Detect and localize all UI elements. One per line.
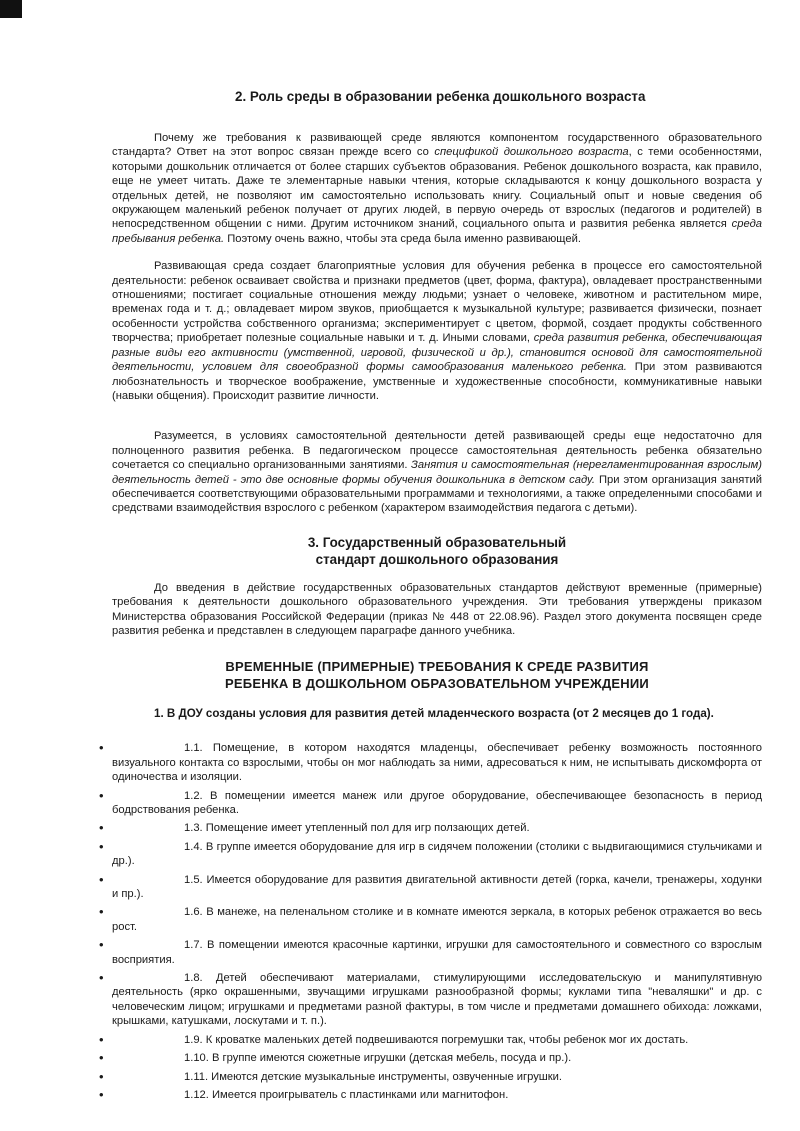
text-run: , с теми особенностями, которыми дошкольник отличается от более старших субъектов образования. Ребенок дошкольного возраста, как правило, еще не умеет читать. Даже те элементарные навыки чтения, которые складываются к концу дошкольного возраста у отдельных детей, не позволяют им самостоятельно использовать книгу. Социальный опыт и новые сведения об окружающем маленький ребенок получает от других людей, в первую очередь от взрослых (педагогов и родителей) в непосредственном общении с ними. Другим источником знаний, социального опыта и развития ребенка является: [112, 146, 762, 231]
text-run: Разумеется, в условиях самостоятельной деятельности детей развивающей среды еще недостаточно для полноценного развития ребенка. В педагогическом процессе самостоятельная деятельность ребенка обязательно сочетается со специально организованными занятиями.: [112, 430, 762, 472]
list-item: [99, 787, 762, 818]
requirements-title-line-2: РЕБЕНКА В ДОШКОЛЬНОМ ОБРАЗОВАТЕЛЬНОМ УЧРЕЖДЕНИИ: [225, 676, 649, 692]
section-2-paragraph-2: [112, 259, 762, 403]
list-item: [99, 904, 762, 934]
bullet-icon: •: [99, 787, 104, 803]
bullet-icon: •: [99, 820, 104, 836]
bullet-icon: •: [99, 970, 104, 986]
list-item-text: 1.6. В манеже, на пеленальном столике и в комнате имеются зеркала, в которых ребенок отражается во весь рост.: [112, 906, 762, 933]
bullet-icon: •: [99, 838, 104, 854]
requirements-title-line-1: ВРЕМЕННЫЕ (ПРИМЕРНЫЕ) ТРЕБОВАНИЯ К СРЕДЕ РАЗВИТИЯ: [225, 659, 649, 675]
list-item: [99, 740, 762, 784]
spacer: [112, 105, 762, 131]
bullet-icon: •: [99, 740, 104, 756]
list-item: [99, 1068, 762, 1084]
section-3-title-line-2: стандарт дошкольного образования: [315, 551, 559, 567]
list-item: [99, 1050, 762, 1066]
text-run: При этом развиваются любознательность и творческое воображение, умственные и художественные способности, коммуникативные навыки (навыки общения). Происходит развитие личности.: [112, 361, 763, 402]
list-item-text: 1.8. Детей обеспечивают материалами, стимулирующими исследовательскую и манипулятивную деятельность (ярко окрашенными, звучащими игрушками разнообразной формы; куклами типа "неваляшки" и др. с человеческим лицом; игрушками и предметами разной фактуры, в том числе и предметами домашнего обихода: ложками, крышками, катушками, лоскутами и т. п.).: [112, 972, 762, 1028]
requirements-list: [99, 740, 762, 1102]
list-item-text: 1.9. К кроватке маленьких детей подвешиваются погремушки так, чтобы ребенок мог их достать.: [184, 1033, 689, 1046]
emphasis-text: среда пребывания ребенка.: [112, 218, 762, 245]
list-item-text: 1.1. Помещение, в котором находятся младенцы, обеспечивает ребенку возможность постоянного визуального контакта со взрослыми, чтобы он мог наблюдать за ними, адресоваться к ним, не испытывать дискомфорта от одиночества и изоляции.: [112, 742, 762, 784]
scan-corner-mark: [0, 0, 22, 18]
text-run: Развивающая среда создает благоприятные условия для обучения ребенка в процессе его самостоятельной деятельности: ребенок осваивает свойства и признаки предметов (цвет, форма, фактура), овладевает пространственными отношениями; постигает социальные отношения между людьми; узнает о человеке, животном и растительном мире, временах года и т. д.; овладевает миром звуков, приобщается к музыкальной культуре; развивается физически, познает особенности устройства собственного организма; экспериментирует с цветом, формой, создает продукты собственного творчества; приобретает полезные социальные навыки и т. д. Иными словами,: [112, 260, 762, 345]
list-item-text: 1.4. В группе имеется оборудование для игр в сидячем положении (столики с выдвигающимися стульчиками и др.).: [112, 840, 762, 868]
list-item-text: 1.7. В помещении имеются красочные картинки, игрушки для самостоятельного и совместного со взрослым восприятия.: [112, 939, 762, 966]
bullet-icon: •: [99, 871, 104, 887]
list-item: [99, 937, 762, 967]
spacer: [112, 246, 762, 259]
list-item-text: 1.5. Имеется оборудование для развития двигательной активности детей (горка, качели, тренажеры, ходунки и пр.).: [112, 873, 762, 901]
bullet-icon: •: [99, 1031, 104, 1047]
list-item-text: 1.12. Имеется проигрыватель с пластинками или магнитофон.: [184, 1088, 509, 1101]
list-item: [99, 1086, 762, 1102]
spacer: [112, 568, 762, 581]
section-3-title-line-1: 3. Государственный образовательный: [307, 534, 567, 550]
section-2-paragraph-3: [112, 429, 762, 515]
list-item: [99, 1031, 762, 1047]
section-3-title: [112, 534, 762, 568]
text-run: При этом организация занятий обеспечивается соответствующими образовательными программами и технологиями, а также определенными способами и средствами взаимодействия взрослого с ребенком (характером взаимодействия педагога с детьми).: [112, 473, 762, 515]
emphasis-text: среда развития ребенка, обеспечивающая разные виды его активности (умственной, игровой, физической и др.), становится основой для самостоятельной деятельности, условием для своеобразной формы самообразования маленького ребенка.: [112, 332, 763, 374]
bullet-icon: •: [99, 1068, 104, 1084]
list-item-text: 1.2. В помещении имеется манеж или другое оборудование, обеспечивающее безопасность в период бодрствования ребенка.: [112, 789, 762, 816]
emphasis-text: Занятия и самостоятельная (нерегламентированная взрослым) деятельность детей - это две основные формы обучения дошкольника в детском саду.: [112, 459, 763, 486]
text-run: Почему же требования к развивающей среде являются компонентом государственного образовательного стандарта? Ответ на этот вопрос связан прежде всего со: [112, 132, 762, 159]
list-item: [99, 970, 762, 1029]
list-item-text: 1.11. Имеются детские музыкальные инструменты, озвученные игрушки.: [184, 1070, 563, 1083]
section-2-paragraph-1: [112, 131, 762, 246]
spacer: [112, 403, 762, 429]
bullet-icon: •: [99, 904, 104, 920]
list-item: [99, 820, 762, 836]
section-2-title: 2. Роль среды в образовании ребенка дошкольного возраста: [235, 89, 646, 104]
bullet-icon: •: [99, 937, 104, 953]
requirements-subtitle: 1. В ДОУ созданы условия для развития детей младенческого возраста (от 2 месяцев до 1 года).: [154, 707, 714, 721]
document-page: [99, 88, 763, 1106]
section-3-paragraph-1: До введения в действие государственных образовательных стандартов действуют временные (примерные) требования к деятельности дошкольного образовательного учреждения. Эти требования утверждены приказом Министерства образования Российской Федерации (приказ № 448 от 22.08.96). Раздел этого документа посвящен среде развития ребенка и представлен в следующем параграфе данного учебника.: [112, 581, 762, 637]
list-item-text: 1.3. Помещение имеет утепленный пол для игр ползающих детей.: [184, 822, 530, 835]
bullet-icon: •: [99, 1050, 104, 1066]
text-run: Поэтому очень важно, чтобы эта среда была именно развивающей.: [224, 232, 581, 245]
requirements-title: [112, 658, 762, 692]
list-item-text: 1.10. В группе имеются сюжетные игрушки (детская мебель, посуда и пр.).: [184, 1052, 572, 1065]
emphasis-text: спецификой дошкольного возраста: [434, 146, 629, 159]
bullet-icon: •: [99, 1086, 104, 1102]
list-item: [99, 838, 762, 869]
list-item: [99, 871, 762, 902]
